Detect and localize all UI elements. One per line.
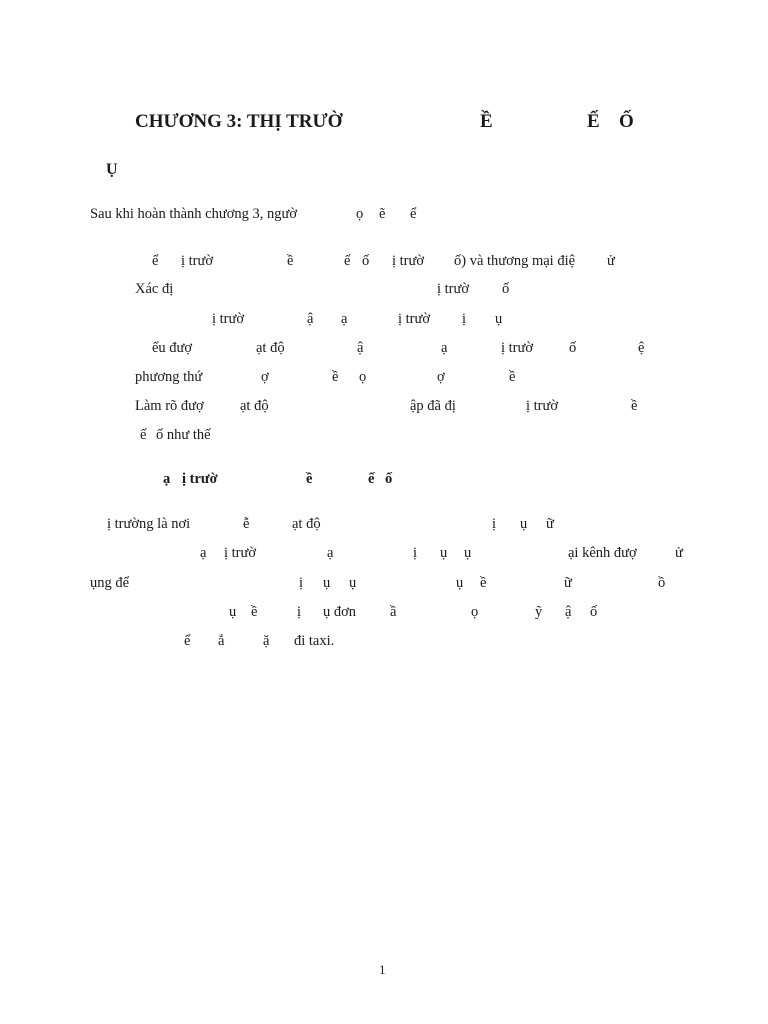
paragraph-fragment: ề [251, 604, 258, 620]
paragraph-fragment: ụng để [90, 575, 130, 591]
objective-fragment: ố [502, 281, 510, 297]
paragraph-fragment: ụ [349, 575, 357, 591]
paragraph-fragment: ử [675, 545, 683, 561]
objective-fragment: ạ [441, 340, 448, 356]
objective-fragment: ị [462, 311, 467, 327]
intro-text: Sau khi hoàn thành chương 3, ngườ [90, 206, 298, 222]
paragraph-fragment: ể [184, 633, 191, 649]
chapter-title: CHƯƠNG 3: THỊ TRƯỜ [135, 111, 343, 132]
objective-fragment: ị trườ [501, 340, 534, 356]
objective-fragment: ạt độ [256, 340, 285, 356]
objective-fragment: ị trườ [398, 311, 431, 327]
objective-fragment: ập đã đị [410, 398, 456, 414]
objective-fragment: ểu đượ [152, 340, 193, 356]
paragraph-fragment: ụ [456, 575, 464, 591]
objective-fragment: ị trườ [212, 311, 245, 327]
chapter-title-fragment: Ế [587, 111, 600, 132]
paragraph-fragment: ồ [658, 575, 666, 591]
section-heading-fragment: ạ [163, 471, 171, 487]
objective-fragment: ị trườ [392, 253, 425, 269]
paragraph-fragment: ị [297, 604, 302, 620]
objective-fragment: ạt độ [240, 398, 269, 414]
paragraph-fragment: ặ [263, 633, 270, 649]
section-heading-fragment: ị trườ [182, 471, 218, 487]
objective-fragment: ử [607, 253, 615, 269]
section-heading-fragment: ố [385, 471, 393, 487]
paragraph-fragment: ị [299, 575, 304, 591]
objective-fragment: phương thứ [135, 369, 203, 385]
paragraph-fragment: ễ [243, 516, 250, 532]
objective-fragment: ế [140, 427, 147, 443]
objective-fragment: ố [569, 340, 577, 356]
objective-fragment: ề [631, 398, 638, 414]
paragraph-fragment: ụ [464, 545, 472, 561]
intro-fragment: ể [410, 206, 417, 222]
objective-fragment: ố [362, 253, 370, 269]
intro-fragment: ọ [356, 206, 364, 222]
paragraph-fragment: ạ [200, 545, 207, 561]
paragraph-fragment: ỹ [535, 604, 543, 620]
objective-fragment: ậ [307, 311, 314, 327]
paragraph-fragment: ị [413, 545, 418, 561]
section-heading-fragment: ế [368, 471, 375, 487]
paragraph-fragment: ụ [229, 604, 237, 620]
objective-fragment: ợ [261, 369, 269, 385]
paragraph-fragment: ậ [565, 604, 572, 620]
objective-fragment: ể [152, 253, 159, 269]
paragraph-fragment: ụ [440, 545, 448, 561]
objective-fragment: Làm rõ đượ [135, 398, 204, 414]
objective-fragment: ọ [359, 369, 367, 385]
objective-fragment: ạ [341, 311, 348, 327]
chapter-title-fragment: Ề [480, 111, 493, 132]
objective-fragment: ị trườ [181, 253, 214, 269]
objective-fragment: ố như thế [156, 427, 211, 443]
subtitle: Ụ [106, 161, 118, 178]
objective-fragment: Xác đị [135, 281, 174, 297]
paragraph-fragment: ị trườ [224, 545, 257, 561]
paragraph-fragment: ắ [218, 633, 225, 649]
chapter-title-fragment: Ố [619, 111, 634, 132]
paragraph-fragment: ị [492, 516, 497, 532]
section-heading-fragment: ề [306, 471, 313, 487]
paragraph-fragment: ụ [520, 516, 528, 532]
paragraph-fragment: ạt độ [292, 516, 321, 532]
objective-fragment: ế [344, 253, 351, 269]
objective-fragment: ố) và thương mại điệ [454, 253, 576, 269]
objective-fragment: ụ [495, 311, 503, 327]
paragraph-fragment: ị trường là nơi [107, 516, 191, 532]
paragraph-fragment: ụ [323, 575, 331, 591]
objective-fragment: ợ [437, 369, 445, 385]
paragraph-fragment: đi taxi. [294, 633, 335, 649]
paragraph-fragment: ố [590, 604, 598, 620]
paragraph-fragment: ữ [546, 516, 554, 532]
paragraph-fragment: ề [480, 575, 487, 591]
paragraph-fragment: ạ [327, 545, 334, 561]
paragraph-fragment: ữ [564, 575, 572, 591]
paragraph-fragment: ầ [390, 604, 397, 620]
objective-fragment: ị trườ [526, 398, 559, 414]
objective-fragment: ệ [638, 340, 645, 356]
objective-fragment: ậ [357, 340, 364, 356]
page-number: 1 [379, 962, 386, 977]
objective-fragment: ề [332, 369, 339, 385]
intro-fragment: ẽ [379, 206, 386, 222]
objective-fragment: ề [509, 369, 516, 385]
paragraph-fragment: ại kênh đượ [568, 545, 637, 561]
objective-fragment: ề [287, 253, 294, 269]
objective-fragment: ị trườ [437, 281, 470, 297]
paragraph-fragment: ọ [471, 604, 479, 620]
paragraph-fragment: ụ đơn [323, 604, 357, 620]
